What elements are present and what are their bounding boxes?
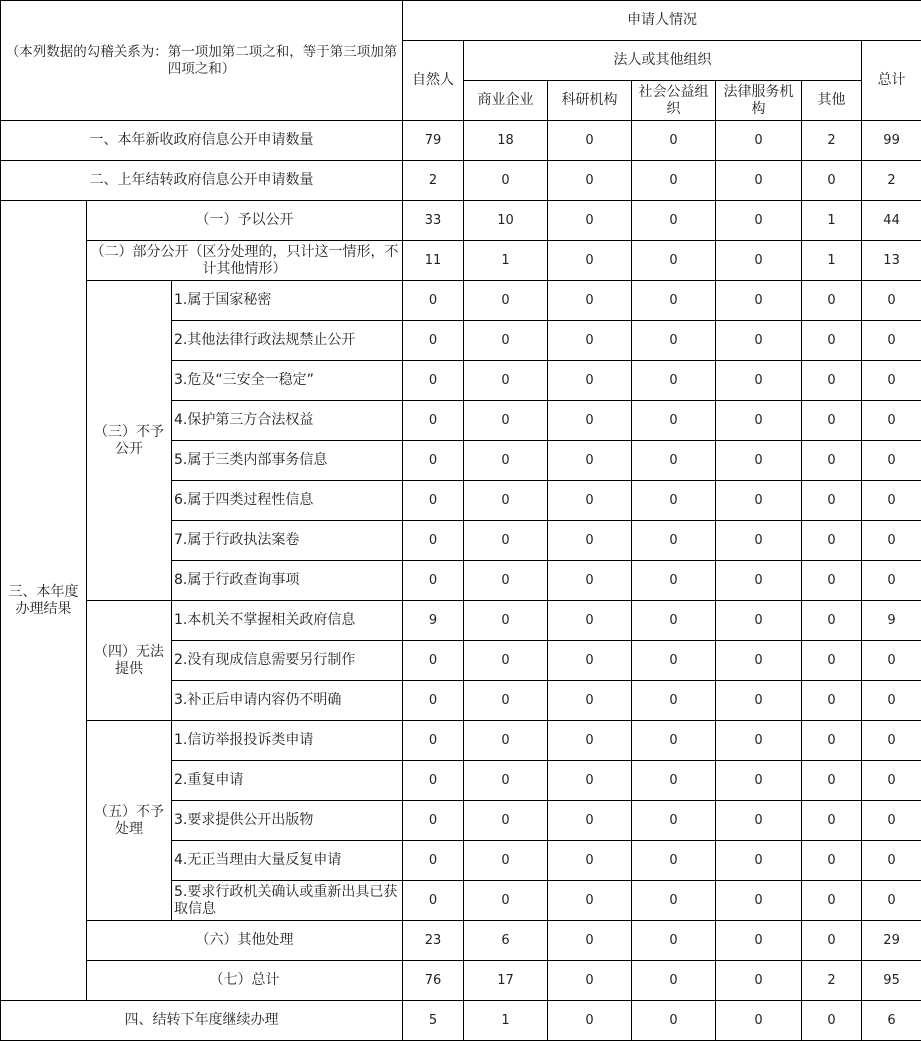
table-cell: 0 [464,881,548,921]
table-cell: 0 [716,321,802,361]
table-cell: 0 [862,281,921,321]
table-cell: 0 [862,521,921,561]
row-label: （一）予以公开 [87,201,403,241]
table-cell: 0 [716,641,802,681]
table-cell: 0 [716,601,802,641]
table-cell: 0 [548,521,632,561]
table-cell: 18 [464,121,548,161]
table-cell: 0 [403,481,464,521]
col-header: 社会公益组织 [632,81,716,121]
table-cell: 0 [632,721,716,761]
table-cell: 0 [716,241,802,281]
table-cell: 0 [802,841,862,881]
table-cell: 0 [632,441,716,481]
table-cell: 0 [548,721,632,761]
table-cell: 0 [632,881,716,921]
table-cell: 0 [548,1001,632,1041]
table-cell: 0 [548,961,632,1001]
table-cell: 0 [802,281,862,321]
item-label: 7.属于行政执法案卷 [172,521,403,561]
table-note: （本列数据的勾稽关系为：第一项加第二项之和，等于第三项加第四项之和） [1,1,403,121]
table-cell: 9 [403,601,464,641]
table-row [1,721,921,761]
table-cell: 0 [716,161,802,201]
col-header: 其他 [802,81,862,121]
table-cell: 0 [862,401,921,441]
table-cell: 0 [716,281,802,321]
table-cell: 0 [548,281,632,321]
table-cell: 0 [802,1001,862,1041]
table-cell: 0 [403,441,464,481]
table-cell: 0 [632,401,716,441]
table-cell: 0 [548,561,632,601]
table-cell: 0 [464,761,548,801]
table-cell: 0 [632,681,716,721]
item-label: 6.属于四类过程性信息 [172,481,403,521]
table-cell: 0 [403,361,464,401]
table-cell: 0 [403,801,464,841]
table-cell: 0 [464,361,548,401]
table-cell: 6 [464,921,548,961]
table-cell: 0 [862,801,921,841]
item-label: 3.补正后申请内容仍不明确 [172,681,403,721]
table-cell: 0 [548,361,632,401]
table-cell: 0 [716,1001,802,1041]
table-cell: 0 [403,841,464,881]
table-cell: 0 [464,521,548,561]
table-cell: 0 [862,761,921,801]
item-label: 4.保护第三方合法权益 [172,401,403,441]
table-cell: 9 [862,601,921,641]
table-cell: 0 [862,641,921,681]
table-cell: 0 [716,521,802,561]
table-cell: 5 [403,1001,464,1041]
table-cell: 0 [464,801,548,841]
table-row [1,121,921,161]
table-cell: 0 [716,841,802,881]
item-label: 2.其他法律行政法规禁止公开 [172,321,403,361]
table-cell: 0 [716,681,802,721]
table-cell: 0 [548,601,632,641]
item-label: 4.无正当理由大量反复申请 [172,841,403,881]
table-cell: 0 [632,121,716,161]
table-cell: 0 [802,561,862,601]
table-cell: 0 [802,321,862,361]
table-cell: 0 [403,681,464,721]
table-cell: 99 [862,121,921,161]
table-cell: 0 [862,561,921,601]
table-cell: 0 [632,801,716,841]
table-cell: 0 [716,361,802,401]
table-cell: 0 [802,921,862,961]
table-cell: 0 [802,401,862,441]
item-label: 3.危及“三安全一稳定” [172,361,403,401]
table-row [1,201,921,241]
table-cell: 0 [632,361,716,401]
table-cell: 0 [802,681,862,721]
table-cell: 0 [548,921,632,961]
table-cell: 0 [464,321,548,361]
table-row [1,1001,921,1041]
table-cell: 0 [632,201,716,241]
table-cell: 0 [632,761,716,801]
table-cell: 13 [862,241,921,281]
table-cell: 0 [632,641,716,681]
table-cell: 0 [632,521,716,561]
table-cell: 0 [464,601,548,641]
table-cell: 0 [632,961,716,1001]
table-cell: 0 [802,601,862,641]
table-cell: 0 [716,201,802,241]
col-header: 商业企业 [464,81,548,121]
table-cell: 0 [464,841,548,881]
table-cell: 76 [403,961,464,1001]
table-cell: 0 [548,401,632,441]
table-cell: 0 [548,241,632,281]
legal-org-header: 法人或其他组织 [464,41,862,81]
item-label: 1.属于国家秘密 [172,281,403,321]
table-row [1,921,921,961]
table-row [1,161,921,201]
table-cell: 29 [862,921,921,961]
table-cell: 0 [464,401,548,441]
table-cell: 0 [548,121,632,161]
section-label: 三、本年度办理结果 [1,201,87,1001]
table-cell: 0 [632,561,716,601]
table-cell: 0 [632,601,716,641]
table-cell: 2 [403,161,464,201]
table-row [1,241,921,281]
table-cell: 0 [802,881,862,921]
table-cell: 0 [464,441,548,481]
natural-person-header: 自然人 [403,41,464,121]
table-cell: 0 [548,801,632,841]
table-cell: 0 [716,561,802,601]
group-label: （三）不予公开 [87,281,172,601]
group-label: （四）无法提供 [87,601,172,721]
table-cell: 0 [632,841,716,881]
table-cell: 0 [403,521,464,561]
table-cell: 0 [862,841,921,881]
table-cell: 1 [802,201,862,241]
item-label: 8.属于行政查询事项 [172,561,403,601]
table-cell: 95 [862,961,921,1001]
row-label: （六）其他处理 [87,921,403,961]
table-cell: 0 [716,921,802,961]
table-cell: 0 [464,161,548,201]
col-header: 法律服务机构 [716,81,802,121]
table-cell: 44 [862,201,921,241]
table-cell: 0 [548,481,632,521]
table-cell: 0 [802,761,862,801]
table-cell: 0 [862,721,921,761]
table-cell: 0 [716,801,802,841]
table-cell: 0 [548,761,632,801]
row-label: （七）总计 [87,961,403,1001]
table-cell: 79 [403,121,464,161]
table-cell: 0 [632,481,716,521]
table-cell: 2 [802,121,862,161]
table-cell: 2 [802,961,862,1001]
item-label: 5.要求行政机关确认或重新出具已获取信息 [172,881,403,921]
table-cell: 0 [716,481,802,521]
table-cell: 0 [548,841,632,881]
table-cell: 0 [716,721,802,761]
table-cell: 1 [464,1001,548,1041]
row-label: 四、结转下年度继续办理 [1,1001,403,1041]
table-cell: 10 [464,201,548,241]
table-cell: 0 [716,881,802,921]
table-cell: 0 [464,721,548,761]
table-cell: 0 [403,641,464,681]
table-cell: 0 [632,281,716,321]
item-label: 1.本机关不掌握相关政府信息 [172,601,403,641]
table-cell: 0 [632,241,716,281]
table-cell: 0 [802,441,862,481]
table-cell: 0 [716,121,802,161]
table-cell: 0 [548,681,632,721]
total-header: 总计 [862,41,921,121]
table-cell: 1 [464,241,548,281]
table-cell: 0 [464,281,548,321]
table-cell: 0 [862,881,921,921]
table-cell: 17 [464,961,548,1001]
table-cell: 23 [403,921,464,961]
table-cell: 0 [403,721,464,761]
table-cell: 0 [403,281,464,321]
row-label: 一、本年新收政府信息公开申请数量 [1,121,403,161]
item-label: 2.没有现成信息需要另行制作 [172,641,403,681]
table-cell: 0 [862,361,921,401]
table-cell: 0 [862,681,921,721]
table-cell: 0 [632,1001,716,1041]
table-cell: 0 [548,441,632,481]
applicant-header: 申请人情况 [403,1,921,41]
table-cell: 0 [716,761,802,801]
table-row [1,601,921,641]
item-label: 2.重复申请 [172,761,403,801]
table-cell: 0 [862,441,921,481]
col-header: 科研机构 [548,81,632,121]
row-label: （二）部分公开（区分处理的，只计这一情形，不计其他情形） [87,241,403,281]
table-cell: 0 [403,761,464,801]
table-cell: 0 [802,361,862,401]
table-cell: 1 [802,241,862,281]
table-cell: 6 [862,1001,921,1041]
group-label: （五）不予处理 [87,721,172,921]
table-row [1,961,921,1001]
table-cell: 0 [548,641,632,681]
item-label: 5.属于三类内部事务信息 [172,441,403,481]
table-cell: 0 [632,161,716,201]
table-cell: 0 [548,161,632,201]
table-cell: 0 [403,561,464,601]
table-cell: 0 [862,481,921,521]
table-cell: 0 [716,441,802,481]
row-label: 二、上年结转政府信息公开申请数量 [1,161,403,201]
table-cell: 0 [632,321,716,361]
table-cell: 0 [716,401,802,441]
table-cell: 0 [464,481,548,521]
table-cell: 0 [548,321,632,361]
table-cell: 0 [632,921,716,961]
table-cell: 0 [802,521,862,561]
table-cell: 0 [403,321,464,361]
table-cell: 0 [403,881,464,921]
table-cell: 0 [464,561,548,601]
table-cell: 0 [548,881,632,921]
table-cell: 0 [548,201,632,241]
table-cell: 0 [802,721,862,761]
table-cell: 2 [862,161,921,201]
item-label: 1.信访举报投诉类申请 [172,721,403,761]
item-label: 3.要求提供公开出版物 [172,801,403,841]
table-cell: 0 [862,321,921,361]
table-cell: 0 [802,161,862,201]
table-cell: 0 [716,961,802,1001]
table-cell: 0 [802,481,862,521]
table-cell: 0 [464,641,548,681]
table-cell: 11 [403,241,464,281]
table-row [1,281,921,321]
table-cell: 0 [802,801,862,841]
table-cell: 0 [464,681,548,721]
table-cell: 0 [403,401,464,441]
table-cell: 0 [802,641,862,681]
table-cell: 33 [403,201,464,241]
